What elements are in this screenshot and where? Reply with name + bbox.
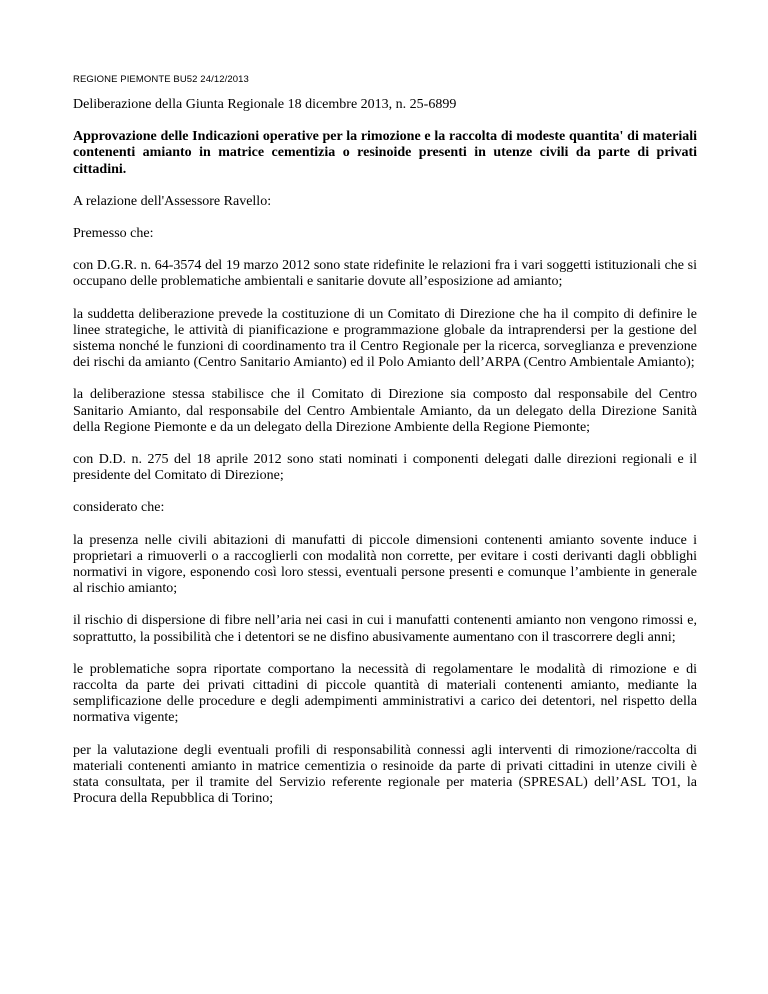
bulletin-header: REGIONE PIEMONTE BU52 24/12/2013: [73, 74, 249, 85]
document-body: [73, 97, 697, 824]
paragraph-6: il rischio di dispersione di fibre nell’aria nei casi in cui i manufatti contenenti amianto non vengono rimossi e, soprattutto, la possibilità che i detentori se ne disfino abusivamente aumentano con il trascorrere degli anni;: [73, 613, 697, 645]
paragraph-7: le problematiche sopra riportate comportano la necessità di regolamentare le modalità di rimozione e di raccolta da parte dei privati cittadini di piccole quantità di materiali contenenti amianto, mediante la semplificazione delle procedure e degli adempimenti amministrativi a carico dei detentori, nel rispetto della normativa vigente;: [73, 661, 697, 726]
premesso-heading: Premesso che:: [73, 226, 154, 242]
paragraph-1: con D.G.R. n. 64-3574 del 19 marzo 2012 sono state ridefinite le relazioni fra i vari soggetti istituzionali che si occupano delle problematiche ambientali e sanitarie dovute all’esposizione ad amianto;: [73, 258, 697, 290]
paragraph-5: la presenza nelle civili abitazioni di manufatti di piccole dimensioni contenenti amianto sovente induce i proprietari a rimuoverli o a raccoglierli con modalità non corrette, per evitare i costi derivanti dagli obblighi normativi in vigore, esponendo così loro stessi, eventuali persone presenti e comunque l’ambiente in generale al rischio amianto;: [73, 532, 697, 597]
relazione-line: A relazione dell'Assessore Ravello:: [73, 193, 272, 209]
document-title: Deliberazione della Giunta Regionale 18 dicembre 2013, n. 25-6899: [73, 97, 457, 112]
document-subject: Approvazione delle Indicazioni operative per la rimozione e la raccolta di modeste quantita' di materiali contenenti amianto in matrice cementizia o resinoide presenti in utenze civili da parte di privati cittadini.: [73, 129, 697, 177]
paragraph-8: per la valutazione degli eventuali profili di responsabilità connessi agli interventi di rimozione/raccolta di materiali contenenti amianto in matrice cementizia o resinoide da parte di privati cittadini in utenze civili è stata consultata, per il tramite del Servizio referente regionale per materia (SPRESAL) dell’ASL TO1, la Procura della Repubblica di Torino;: [73, 742, 697, 807]
paragraph-3: la deliberazione stessa stabilisce che il Comitato di Direzione sia composto dal responsabile del Centro Sanitario Amianto, dal responsabile del Centro Ambientale Amianto, da un delegato della Direzione Sanità della Regione Piemonte e da un delegato della Direzione Ambiente della Regione Piemonte;: [73, 387, 697, 435]
paragraph-2: la suddetta deliberazione prevede la costituzione di un Comitato di Direzione che ha il compito di definire le linee strategiche, le attività di pianificazione e programmazione globale da intraprendersi per la gestione del sistema nonché le funzioni di coordinamento tra il Centro Regionale per la ricerca, sorveglianza e prevenzione dei rischi da amianto (Centro Sanitario Amianto) ed il Polo Amianto dell’ARPA (Centro Ambientale Amianto);: [73, 306, 697, 371]
paragraph-4: con D.D. n. 275 del 18 aprile 2012 sono stati nominati i componenti delegati dalle direzioni regionali e il presidente del Comitato di Direzione;: [73, 452, 697, 484]
considerato-heading: considerato che:: [73, 500, 165, 516]
